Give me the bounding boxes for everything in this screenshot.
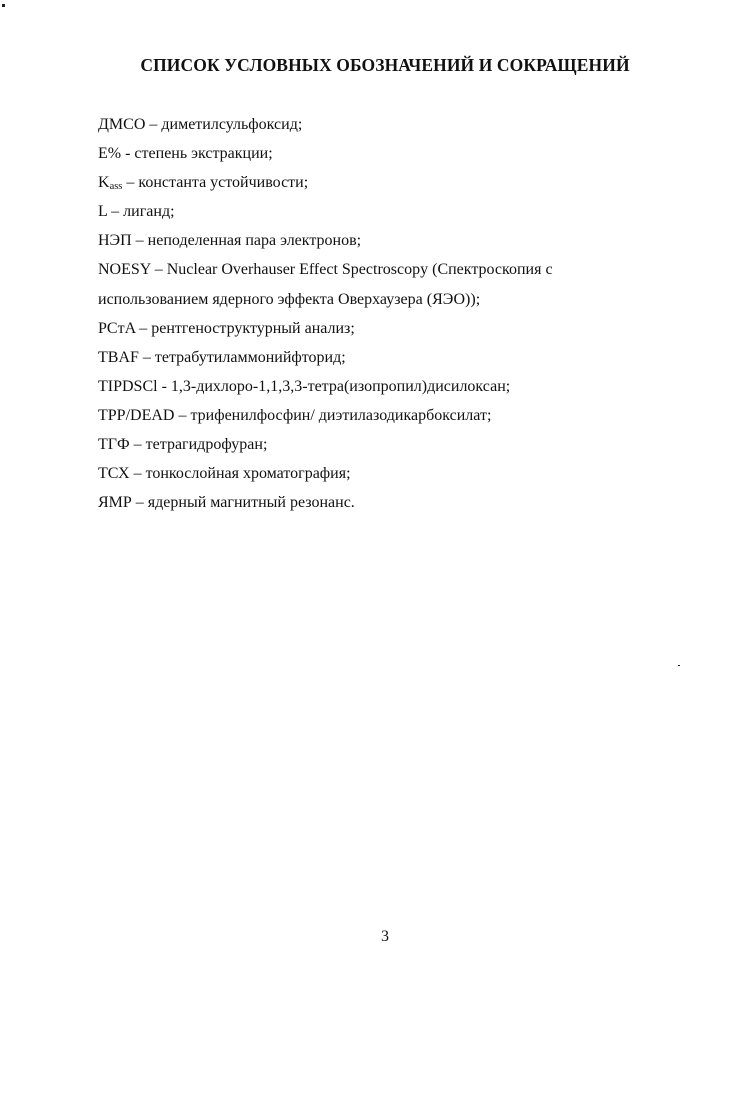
entry-text: ТГФ – тетрагидрофуран; bbox=[98, 436, 268, 454]
entry-text: NOESY – Nuclear Overhauser Effect Spectroscopy (Спектроскопия с bbox=[98, 261, 553, 279]
list-item-nep bbox=[98, 226, 718, 255]
list-item-tpp-dead bbox=[98, 401, 718, 430]
list-item-thf bbox=[98, 430, 718, 459]
page-number: 3 bbox=[381, 928, 389, 945]
entry-text: ТСХ – тонкослойная хроматография; bbox=[98, 465, 351, 483]
list-item-extraction-degree bbox=[98, 139, 718, 168]
scan-speck-right bbox=[678, 665, 680, 666]
entry-text: ДМСО – диметилсульфоксид; bbox=[98, 116, 303, 133]
entry-subscript: ass bbox=[109, 181, 123, 193]
entry-symbol: K bbox=[98, 174, 110, 192]
list-item-tipdscl bbox=[98, 372, 718, 401]
entry-text: Е% - степень экстракции; bbox=[98, 145, 273, 163]
list-item-noesy bbox=[98, 255, 718, 284]
entry-text: TIPDSCl - 1,3-дихлоро-1,1,3,3-тетра(изопропил)дисилоксан; bbox=[98, 377, 511, 395]
entry-text: ЯМР – ядерный магнитный резонанс. bbox=[98, 494, 355, 512]
abbreviation-list bbox=[98, 110, 718, 517]
list-item-noesy-continued bbox=[98, 285, 718, 314]
list-item-tbaf bbox=[98, 343, 718, 372]
list-item-tlc bbox=[98, 459, 718, 488]
list-item-dmso bbox=[98, 110, 718, 139]
list-item-ligand bbox=[98, 197, 718, 226]
entry-text: TPP/DEAD – трифенилфосфин/ диэтилазодикарбоксилат; bbox=[98, 406, 492, 424]
list-item-nmr bbox=[98, 488, 718, 517]
entry-text: использованием ядерного эффекта Оверхаузера (ЯЭО)); bbox=[98, 290, 481, 308]
scan-speck-top-left bbox=[2, 4, 5, 7]
list-item-rsta bbox=[98, 314, 718, 343]
page-title: СПИСОК УСЛОВНЫХ ОБОЗНАЧЕНИЙ И СОКРАЩЕНИЙ bbox=[140, 55, 630, 75]
entry-text: TBAF – тетрабутиламмонийфторид; bbox=[98, 348, 346, 366]
entry-text: L – лиганд; bbox=[98, 203, 175, 221]
entry-text: – константа устойчивости; bbox=[122, 174, 309, 192]
entry-text: PCтA – рентгеноструктурный анализ; bbox=[98, 319, 355, 337]
list-item-kass bbox=[98, 168, 718, 197]
entry-text: НЭП – неподеленная пара электронов; bbox=[98, 232, 362, 250]
